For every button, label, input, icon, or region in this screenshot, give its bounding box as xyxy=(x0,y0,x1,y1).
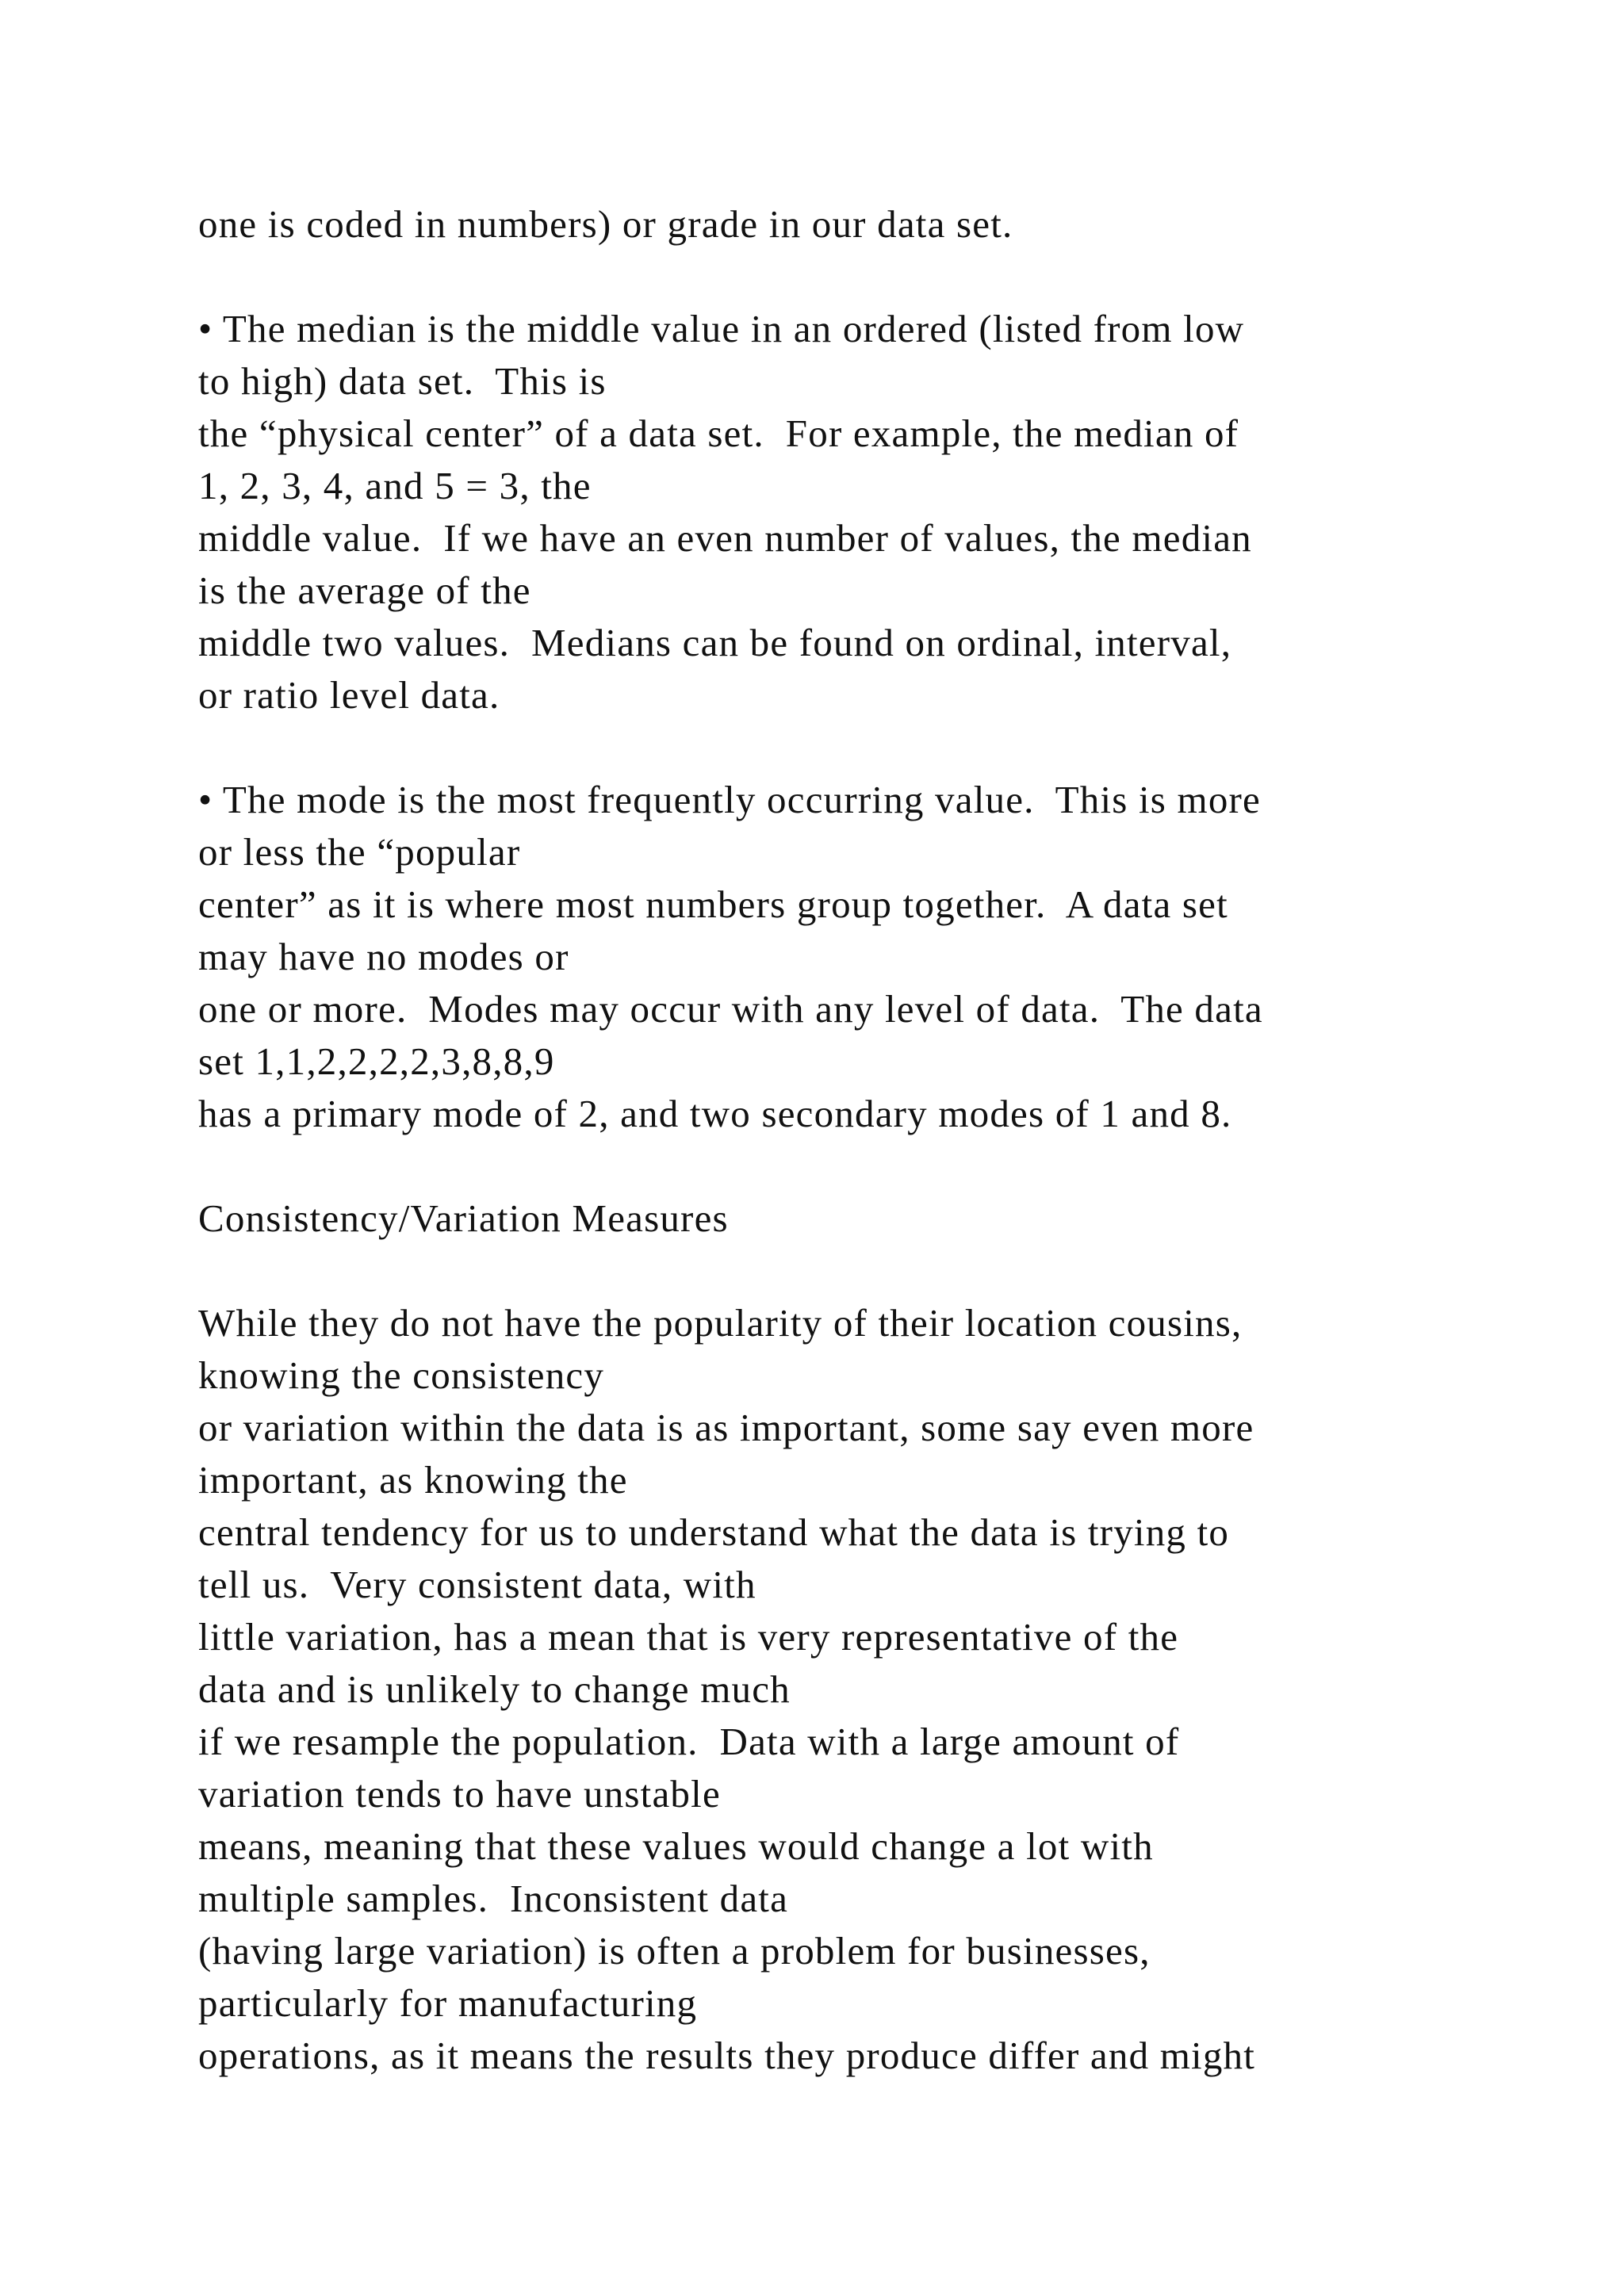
blank-line xyxy=(198,251,1507,303)
section-heading: Consistency/Variation Measures xyxy=(198,1196,729,1240)
text-line: tell us. Very consistent data, with xyxy=(198,1563,756,1606)
text-line: one is coded in numbers) or grade in our data set. xyxy=(198,202,1013,246)
blank-line xyxy=(198,1245,1507,1297)
text-line: or less the “popular xyxy=(198,830,521,874)
text-line: the “physical center” of a data set. For example, the median of xyxy=(198,411,1239,455)
text-line: may have no modes or xyxy=(198,935,569,978)
text-line: middle two values. Medians can be found on ordinal, interval, xyxy=(198,621,1232,664)
text-line: While they do not have the popularity of their location cousins, xyxy=(198,1301,1243,1345)
text-line: center” as it is where most numbers group together. A data set xyxy=(198,882,1228,926)
text-line: data and is unlikely to change much xyxy=(198,1667,791,1711)
text-line: to high) data set. This is xyxy=(198,359,607,403)
text-line: middle value. If we have an even number of values, the median xyxy=(198,516,1252,560)
text-line: set 1,1,2,2,2,2,3,8,8,9 xyxy=(198,1039,555,1083)
text-line: means, meaning that these values would change a lot with xyxy=(198,1824,1154,1868)
document-body xyxy=(198,198,1507,2082)
text-line: (having large variation) is often a problem for businesses, xyxy=(198,1929,1151,1973)
text-line: particularly for manufacturing xyxy=(198,1981,698,2025)
blank-line xyxy=(198,721,1507,774)
text-line: • The mode is the most frequently occurring value. This is more xyxy=(198,778,1262,821)
text-line: • The median is the middle value in an ordered (listed from low xyxy=(198,307,1245,350)
text-line: one or more. Modes may occur with any level of data. The data xyxy=(198,987,1263,1031)
text-line: important, as knowing the xyxy=(198,1458,628,1502)
text-line: multiple samples. Inconsistent data xyxy=(198,1877,789,1920)
text-line: operations, as it means the results they produce differ and might xyxy=(198,2034,1256,2077)
text-line: or ratio level data. xyxy=(198,673,500,717)
text-line: 1, 2, 3, 4, and 5 = 3, the xyxy=(198,464,592,507)
text-line: central tendency for us to understand what the data is trying to xyxy=(198,1510,1230,1554)
text-line: knowing the consistency xyxy=(198,1353,605,1397)
blank-line xyxy=(198,1140,1507,1192)
text-line: if we resample the population. Data with a large amount of xyxy=(198,1720,1180,1763)
text-line: little variation, has a mean that is very representative of the xyxy=(198,1615,1179,1659)
text-line: variation tends to have unstable xyxy=(198,1772,721,1816)
text-line: is the average of the xyxy=(198,568,531,612)
text-line: or variation within the data is as important, some say even more xyxy=(198,1406,1254,1449)
text-line: has a primary mode of 2, and two secondary modes of 1 and 8. xyxy=(198,1092,1232,1135)
